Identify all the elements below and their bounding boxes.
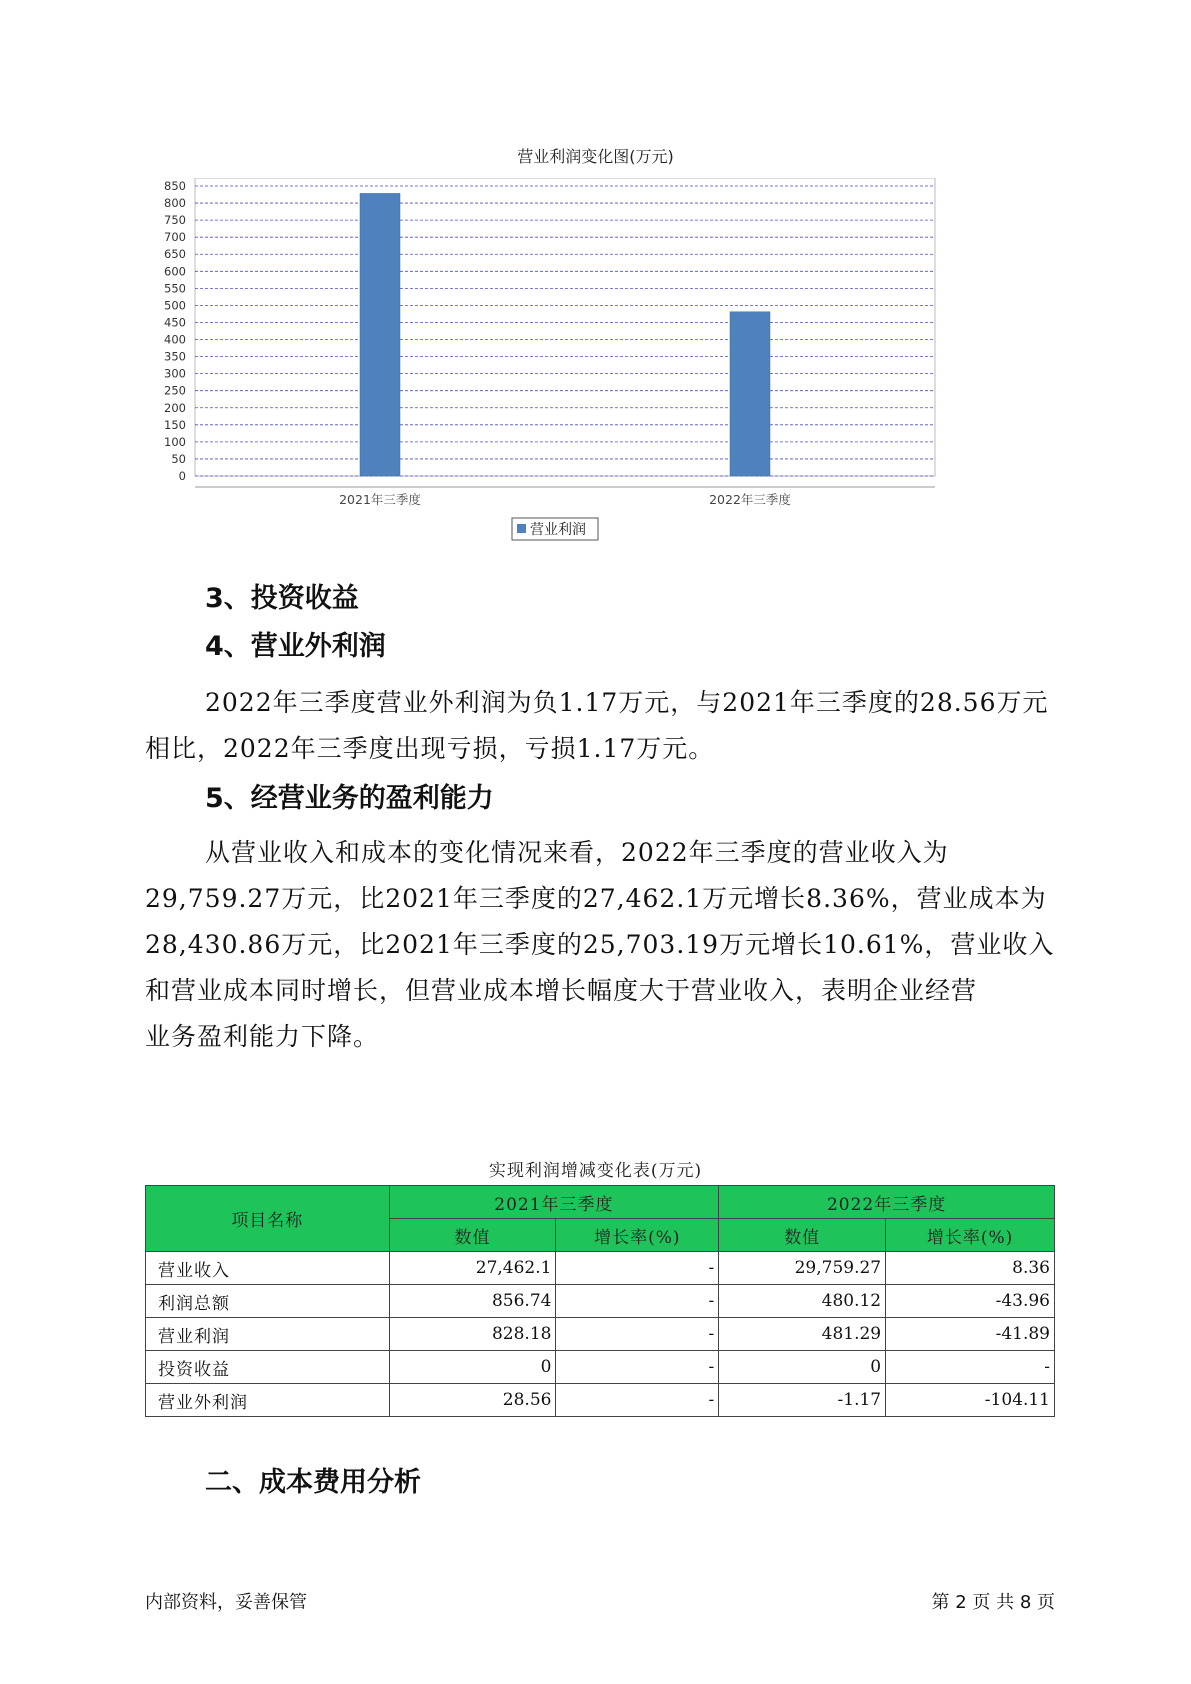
profitability-paragraph-line: 和营业成本同时增长，但营业成本增长幅度大于营业收入，表明企业经营	[145, 976, 978, 1005]
row-name: 营业外利润	[146, 1384, 390, 1417]
rate-2022: -104.11	[886, 1384, 1055, 1417]
rate-2022: -43.96	[886, 1285, 1055, 1318]
value-2021: 28.56	[389, 1384, 556, 1417]
y-tick-label: 500	[164, 298, 186, 313]
nonop-paragraph-line1: 2022年三季度营业外利润为负1.17万元，与2021年三季度的28.56万元	[205, 688, 1049, 717]
x-tick-label: 2021年三季度	[339, 492, 421, 507]
value-2021: 0	[389, 1351, 556, 1384]
y-tick-label: 50	[171, 451, 186, 466]
profit-change-table	[145, 1185, 1055, 1417]
profitability-paragraph-line: 业务盈利能力下降。	[145, 1022, 380, 1051]
table-row	[146, 1351, 1055, 1384]
bar	[360, 193, 400, 476]
table-caption: 实现利润增减变化表(万元)	[488, 1161, 703, 1181]
header-period-2021q3: 2021年三季度	[389, 1186, 719, 1219]
value-2022: -1.17	[719, 1384, 886, 1417]
row-name: 利润总额	[146, 1285, 390, 1318]
row-name: 投资收益	[146, 1351, 390, 1384]
rate-2021: -	[556, 1285, 719, 1318]
rate-2022: 8.36	[886, 1252, 1055, 1285]
rate-2021: -	[556, 1318, 719, 1351]
y-tick-label: 150	[164, 417, 186, 432]
value-2021: 828.18	[389, 1318, 556, 1351]
bar-chart	[150, 178, 1030, 588]
rate-2022: -41.89	[886, 1318, 1055, 1351]
header-value: 数值	[389, 1219, 556, 1252]
value-2022: 480.12	[719, 1285, 886, 1318]
value-2021: 27,462.1	[389, 1252, 556, 1285]
section-heading-cost-analysis: 二、成本费用分析	[205, 1467, 421, 1498]
rate-2021: -	[556, 1384, 719, 1417]
y-tick-label: 300	[164, 366, 186, 381]
y-tick-label: 200	[164, 400, 186, 415]
y-tick-label: 400	[164, 332, 186, 347]
y-tick-label: 100	[164, 434, 186, 449]
x-tick-label: 2022年三季度	[709, 492, 791, 507]
y-tick-label: 450	[164, 315, 186, 330]
y-tick-label: 550	[164, 281, 186, 296]
table-row	[146, 1318, 1055, 1351]
legend-label: 营业利润	[530, 522, 586, 538]
value-2021: 856.74	[389, 1285, 556, 1318]
footer-page-number: 第 2 页 共 8 页	[931, 1592, 1055, 1613]
bar	[730, 312, 770, 476]
rate-2021: -	[556, 1351, 719, 1384]
legend-swatch	[517, 524, 526, 533]
section-heading-profitability: 5、经营业务的盈利能力	[205, 783, 494, 814]
chart-title: 营业利润变化图(万元)	[517, 147, 674, 166]
y-tick-label: 800	[164, 196, 186, 211]
header-value: 数值	[719, 1219, 886, 1252]
header-period-2022q3: 2022年三季度	[719, 1186, 1055, 1219]
y-tick-label: 0	[178, 469, 186, 483]
header-growth-rate: 增长率(%)	[886, 1219, 1055, 1252]
section-heading-nonoperating: 4、营业外利润	[205, 631, 386, 662]
profitability-paragraph-line: 从营业收入和成本的变化情况来看，2022年三季度的营业收入为	[205, 838, 949, 867]
y-tick-label: 600	[164, 264, 186, 279]
y-tick-label: 850	[164, 179, 186, 193]
value-2022: 0	[719, 1351, 886, 1384]
y-tick-label: 700	[164, 230, 186, 245]
y-tick-label: 350	[164, 349, 186, 364]
table-row	[146, 1384, 1055, 1417]
plot-area	[195, 178, 935, 476]
value-2022: 481.29	[719, 1318, 886, 1351]
section-heading-investment: 3、投资收益	[205, 583, 359, 614]
y-tick-label: 650	[164, 247, 186, 262]
row-name: 营业利润	[146, 1318, 390, 1351]
table-row	[146, 1285, 1055, 1318]
y-tick-label: 250	[164, 383, 186, 398]
header-item-name: 项目名称	[146, 1186, 390, 1252]
value-2022: 29,759.27	[719, 1252, 886, 1285]
row-name: 营业收入	[146, 1252, 390, 1285]
profitability-paragraph-line: 29,759.27万元，比2021年三季度的27,462.1万元增长8.36%，营业成本为	[145, 884, 1047, 913]
nonop-paragraph-line2: 相比，2022年三季度出现亏损，亏损1.17万元。	[145, 734, 715, 763]
header-growth-rate: 增长率(%)	[556, 1219, 719, 1252]
profitability-paragraph-line: 28,430.86万元，比2021年三季度的25,703.19万元增长10.61%，营业收入	[145, 930, 1055, 959]
rate-2022: -	[886, 1351, 1055, 1384]
table-row	[146, 1252, 1055, 1285]
rate-2021: -	[556, 1252, 719, 1285]
footer-confidential-note: 内部资料，妥善保管	[145, 1592, 307, 1613]
y-tick-label: 750	[164, 213, 186, 228]
